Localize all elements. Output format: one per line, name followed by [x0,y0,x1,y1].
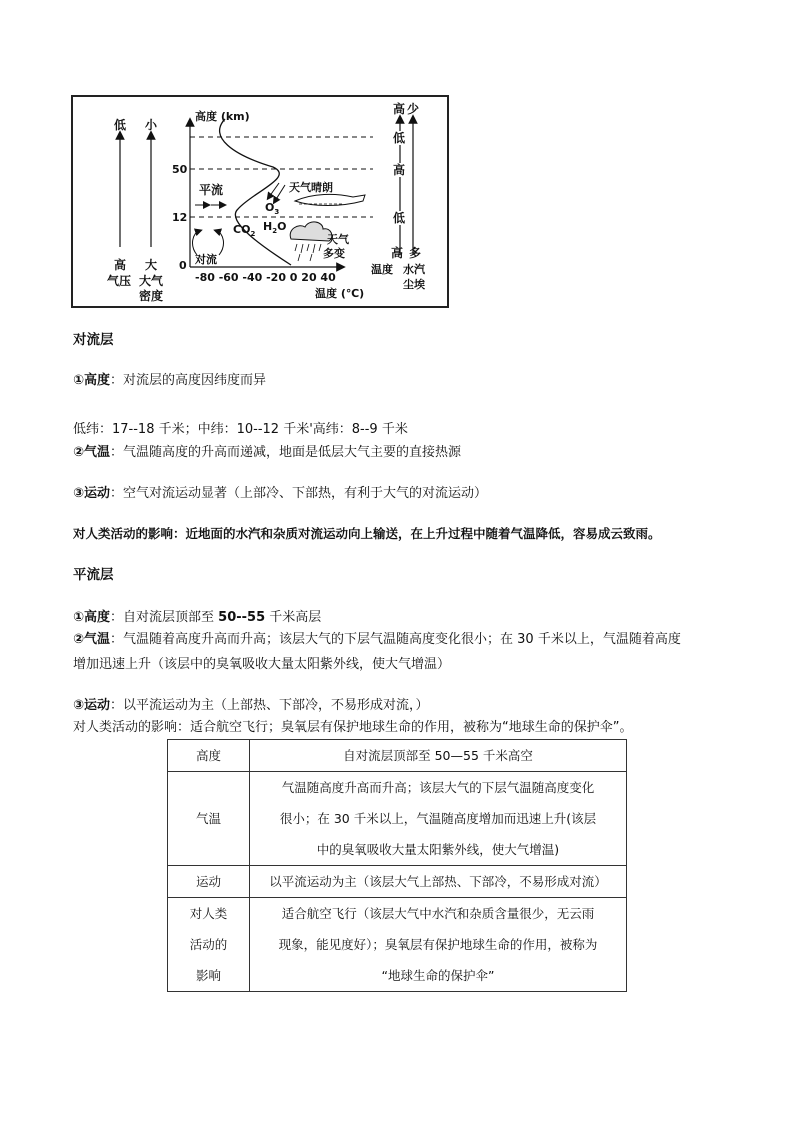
x-axis-title: 温度 (℃) [315,287,365,300]
table-cell-temp-value: 气温随高度升高而升高；该层大气的下层气温随高度变化 很小；在 30 千米以上，气温随高度增加而迅速上升(该层 中的臭氧吸收大量太阳紫外线，使大气增温) [250,772,627,866]
atmosphere-diagram-svg [73,97,447,306]
temp-mid1-label: 低 [393,131,406,145]
x-ticks: -80 -60 -40 -20 0 20 40 [195,271,336,284]
ozone-arrow-2 [275,185,285,201]
table-cell-impact-label: 对人类 活动的 影响 [168,898,250,992]
temp-bottom-label: 高 [391,246,404,260]
table-cell-height-label: 高度 [168,740,250,772]
troposphere-motion-line: ③运动：空气对流运动显著（上部冷、下部热，有利于大气的对流运动） [73,486,488,501]
troposphere-height-line: ①高度：对流层的高度因纬度而异 [73,373,267,388]
pressure-bottom-label: 高 [114,258,127,272]
table-row [168,898,627,992]
temp-mid2-label: 高 [393,163,406,177]
co2-label: $CO_2$ [233,223,256,238]
variable-weather-label-1: 天气 [327,233,349,246]
stratosphere-temp-line: ②气温：气温随着高度升高而升高；该层大气的下层气温随高度变化很小；在 30 千米以上，气温随着高度 [73,632,681,647]
stratosphere-flow-label: 平流 [199,183,224,197]
table-cell-motion-label: 运动 [168,866,250,898]
variable-weather-label-2: 多变 [323,247,345,260]
troposphere-heading: 对流层 [73,332,114,348]
table-cell-motion-value: 以平流运动为主（该层大气上部热、下部冷，不易形成对流） [250,866,627,898]
troposphere-impact-line: 对人类活动的影响：近地面的水汽和杂质对流运动向上输送，在上升过程中随着气温降低，容易成云致雨。 [73,526,661,541]
rain-drops [295,244,321,261]
troposphere-latitude-line: 低纬：17--18 千米；中纬：10--12 千米'高纬：8--9 千米 [73,422,408,437]
stratosphere-heading: 平流层 [73,567,114,583]
vapor-bottom-label: 多 [409,246,422,260]
y-tick-12: 12 [172,211,188,224]
temperature-label: 温度 [371,263,393,276]
density-bottom-label: 大 [145,258,158,272]
h2o-label: $H_2O$ [263,220,287,235]
convection-loop-2 [217,231,223,255]
vapor-top-label: 少 [407,102,420,116]
y-axis-title: 高度 (km) [195,110,250,123]
stratosphere-height-line: ①高度：自对流层顶部至 50--55 千米高层 [73,610,322,625]
convection-loop-1 [193,231,199,255]
y-tick-0: 0 [179,259,187,272]
density-top-label: 小 [145,118,158,132]
vapor-label-1: 水汽 [403,263,425,276]
convection-label: 对流 [195,253,217,266]
table-cell-temp-label: 气温 [168,772,250,866]
y-tick-50: 50 [172,163,188,176]
rain-cloud-icon [290,222,332,241]
table-row [168,772,627,866]
density-label-2: 密度 [139,289,164,303]
stratosphere-impact-line: 对人类活动的影响：适合航空飞行；臭氧层有保护地球生命的作用，被称为“地球生命的保护伞”。 [73,720,633,735]
vapor-label-2: 尘埃 [403,278,425,291]
stratosphere-temp-line-2: 增加迅速上升（该层中的臭氧吸收大量太阳紫外线，使大气增温） [73,657,451,672]
table-row [168,740,627,772]
table-cell-impact-value: 适合航空飞行（该层大气中水汽和杂质含量很少，无云雨 现象，能见度好）；臭氧层有保护地球生命的作用，被称为 “地球生命的保护伞” [250,898,627,992]
temp-top-label: 高 [393,102,406,116]
pressure-top-label: 低 [114,118,127,132]
stratosphere-table [167,739,627,992]
table-row [168,866,627,898]
density-label-1: 大气 [139,274,164,288]
stratosphere-motion-line: ③运动：以平流运动为主（上部热、下部冷，不易形成对流，） [73,698,429,713]
pressure-label: 气压 [107,274,132,288]
troposphere-temp-line: ②气温：气温随高度的升高而递减，地面是低层大气主要的直接热源 [73,445,462,460]
atmosphere-diagram [71,95,449,308]
clear-weather-label: 天气晴朗 [289,181,333,194]
temp-mid3-label: 低 [393,211,406,225]
table-cell-height-value: 自对流层顶部至 50—55 千米高空 [250,740,627,772]
ozone-label: $O_3$ [265,201,280,216]
